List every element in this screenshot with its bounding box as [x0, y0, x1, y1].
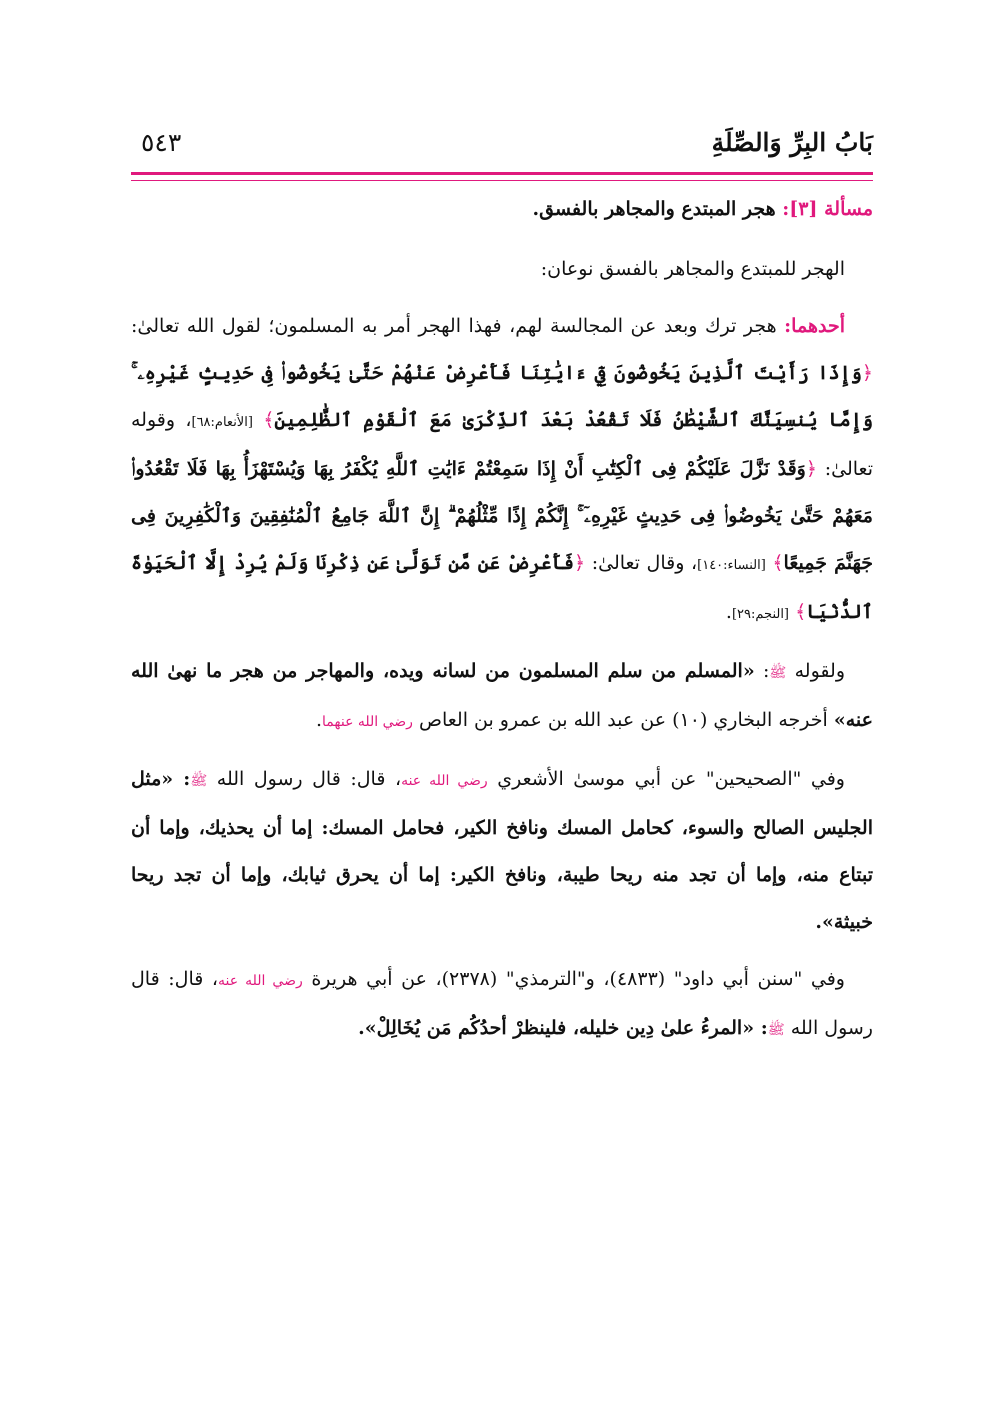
paragraph-text: أخرجه البخاري (١٠) عن عبد الله بن عمرو بن العاص — [418, 709, 828, 731]
paragraph-text: وفي "سنن أبي داود" (٤٨٣٣)، و"الترمذي" (٢٣٧٨)، عن أبي هريرة — [311, 968, 845, 990]
honorific-glyph: ﷺ — [767, 1022, 785, 1038]
verse-reference: [النساء:١٤٠] — [697, 558, 766, 573]
verse-reference: [النجم:٢٩] — [731, 607, 790, 622]
paragraph-text: ، قال: قال رسول الله — [131, 968, 873, 1039]
quran-verse: فَأَعْرِضْ عَن مَّن تَوَلَّىٰ عَن ذِكْرِنَا وَلَمْ يُرِدْ إِلَّا ٱلْحَيَوٰةَ ٱلدُّنْيَا — [131, 552, 873, 623]
paragraph-hadith-muslim: ولقوله ﷺ: «المسلم من سلم المسلمون من لسانه ويده، والمهاجر من هجر ما نهىٰ الله عنه» أخرجه البخاري (١٠) عن عبد الله بن عمرو بن العاص رضي الله عنهما. — [131, 660, 873, 731]
quran-bracket-open-icon: ﴿ — [861, 362, 873, 384]
paragraph-hadith-sahihayn — [131, 756, 873, 946]
intro-text: الهجر للمبتدع والمجاهر بالفسق نوعان: — [540, 258, 845, 280]
quran-bracket-open-icon: ﴿ — [805, 458, 817, 480]
hadith-text: : «مثل الجليس الصالح والسوء، كحامل المسك ونافخ الكير، فحامل المسك: إما أن يحذيك، وإما أن تبتاع منه، وإما أن تجد منه ريحا طيبة، ونافخ الكير: إما أن يحرق ثيابك، وإما أن تجد ريحا خبيثة». — [131, 768, 873, 933]
quran-bracket-close-icon: ﴾ — [263, 409, 275, 431]
header-rule-thin — [131, 180, 873, 181]
verse-reference: [الأنعام:٦٨] — [191, 415, 253, 430]
issue-heading — [131, 192, 873, 226]
paragraph-text: وقال تعالىٰ: — [591, 552, 685, 574]
quran-verse: وَقَدْ نَزَّلَ عَلَيْكُمْ فِى ٱلْكِتَٰبِ أَنْ إِذَا سَمِعْتُمْ ءَايَٰتِ ٱللَّهِ يُكْفَرُ بِهَا وَيُسْتَهْزَأُ بِهَا فَلَا تَقْعُدُوا۟ مَعَهُمْ حَتَّىٰ يَخُوضُوا۟ فِى حَدِيثٍ غَيْرِهِۦٓ ۚ إِنَّكُمْ إِذًا مِّثْلُهُمْ ۗ إِنَّ ٱللَّهَ جَامِعُ ٱلْمُنَٰفِقِينَ وَٱلْكَٰفِرِينَ فِى جَهَنَّمَ جَمِيعًا — [131, 458, 873, 574]
quran-bracket-close-icon: ﴾ — [795, 601, 807, 623]
hadith-text: : «المرءُ علىٰ دِين خليله، فلينظرْ أحدُكُم مَن يُخَالِلْ». — [358, 1017, 768, 1039]
chapter-title: بَابُ البِرِّ وَالصِّلَةِ — [711, 128, 873, 157]
paragraph-text: وقوله تعالىٰ: — [131, 409, 873, 480]
page-body — [131, 192, 873, 1062]
intro-paragraph — [131, 246, 873, 293]
issue-title: هجر المبتدع والمجاهر بالفسق. — [532, 198, 776, 220]
paragraph-hadith-sunan — [131, 956, 873, 1054]
honorific-glyph: ﷺ — [190, 773, 208, 789]
quran-bracket-open-icon: ﴿ — [573, 552, 586, 574]
book-page — [131, 0, 873, 1418]
honorific-glyph: ﷺ — [769, 665, 787, 681]
issue-label: مسألة [٣]: — [782, 198, 873, 220]
page-number: ٥٤٣ — [141, 128, 182, 157]
paragraph-text: هجر ترك وبعد عن المجالسة لهم، فهذا الهجر أمر به المسلمون؛ لقول الله تعالىٰ: — [131, 315, 777, 337]
lead-label: أحدهما: — [784, 315, 845, 337]
paragraph-first-type: أحدهما: هجر ترك وبعد عن المجالسة لهم، فهذا الهجر أمر به المسلمون؛ لقول الله تعالىٰ: ﴿وَإِذَا رَأَيْتَ ٱلَّذِينَ يَخُوضُونَ فِيٓ ءَايَٰتِنَا فَأَعْرِضْ عَنْهُمْ حَتَّىٰ يَخُوضُوا۟ فِى حَدِيثٍ غَيْرِهِۦ ۚ وَإِمَّا يُنسِيَنَّكَ ٱلشَّيْطَٰنُ فَلَا تَقْعُدْ بَعْدَ ٱلذِّكْرَىٰ مَعَ ٱلْقَوْمِ ٱلظَّٰلِمِينَ﴾ [الأنعام:٦٨]، وقوله تعالىٰ: ﴿وَقَدْ نَزَّلَ عَلَيْكُمْ فِى ٱلْكِتَٰبِ أَنْ إِذَا سَمِعْتُمْ ءَايَٰتِ ٱللَّهِ يُكْفَرُ بِهَا وَيُسْتَهْزَأُ بِهَا فَلَا تَقْعُدُوا۟ مَعَهُمْ حَتَّىٰ يَخُوضُوا۟ فِى حَدِيثٍ غَيْرِهِۦٓ ۚ إِنَّكُمْ إِذًا مِّثْلُهُمْ ۗ إِنَّ ٱللَّهَ جَامِعُ ٱلْمُنَٰفِقِينَ وَٱلْكَٰفِرِينَ فِى جَهَنَّمَ جَمِيعًا﴾ [النساء:١٤٠]، وقال تعالىٰ: ﴿فَأَعْرِضْ عَن مَّن تَوَلَّىٰ عَن ذِكْرِنَا وَلَمْ يُرِدْ إِلَّا ٱلْحَيَوٰةَ ٱلدُّنْيَا﴾ [النجم:٢٩]. — [131, 315, 874, 623]
quran-bracket-close-icon: ﴾ — [772, 552, 784, 574]
honorific-glyph: رضي الله عنهما — [322, 714, 413, 730]
hadith-text: «المسلم من سلم المسلمون من لسانه ويده، والمهاجر من هجر ما نهىٰ الله عنه» — [131, 660, 873, 731]
honorific-glyph: رضي الله عنه — [401, 773, 488, 789]
paragraph-text: ولقوله — [794, 660, 845, 682]
header-rule-thick — [131, 172, 873, 175]
quran-verse: وَإِذَا رَأَيْتَ ٱلَّذِينَ يَخُوضُونَ فِيٓ ءَايَٰتِنَا فَأَعْرِضْ عَنْهُمْ حَتَّىٰ يَخُوضُوا۟ فِى حَدِيثٍ غَيْرِهِۦ ۚ وَإِمَّا يُنسِيَنَّكَ ٱلشَّيْطَٰنُ فَلَا تَقْعُدْ بَعْدَ ٱلذِّكْرَىٰ مَعَ ٱلْقَوْمِ ٱلظَّٰلِمِينَ — [131, 362, 874, 431]
page-header — [131, 118, 873, 168]
paragraph-text: ، قال: قال رسول الله — [216, 768, 402, 790]
honorific-glyph: رضي الله عنه — [218, 973, 303, 989]
paragraph-text: وفي "الصحيحين" عن أبي موسىٰ الأشعري — [497, 768, 845, 790]
